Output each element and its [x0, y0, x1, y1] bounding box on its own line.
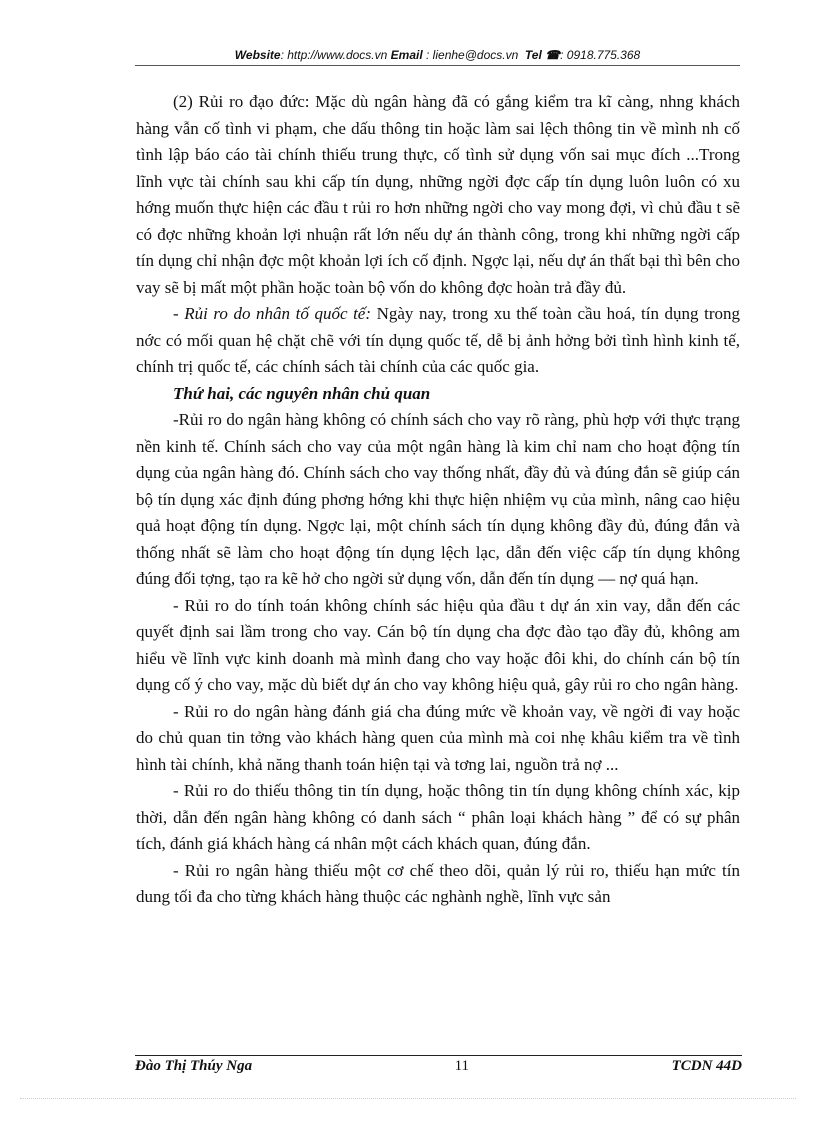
page-body [136, 89, 740, 911]
email-label: Email [390, 48, 423, 62]
section-heading: Thứ hai, các nguyên nhân chủ quan [173, 383, 431, 403]
paragraph-risk-monitoring: - Rủi ro ngân hàng thiếu một cơ chế theo dõi, quản lý rủi ro, thiếu hạn mức tín dung tối đa cho từng khách hàng thuộc các nghành nghề, lĩnh vực sản [136, 860, 740, 906]
email-value: : lienhe@docs.vn [426, 48, 519, 62]
paragraph-loan-assessment: - Rủi ro do ngân hàng đánh giá cha đúng mức về khoản vay, về ngời đi vay hoặc do chủ quan tin tởng vào khách hàng quen của mình mà coi nhẹ khâu kiểm tra về tình hình tài chính, khả năng thanh toán hiện tại và tơng lai, nguồn trả nợ ... [136, 701, 740, 774]
footer-author: Đào Thị Thúy Nga [135, 1058, 253, 1074]
website-label: Website [234, 48, 281, 62]
footer-divider [135, 1055, 742, 1056]
phone-icon: ☎ [545, 48, 561, 62]
international-risk-text: Ngày nay, trong xu thế toàn cầu hoá, tín dụng trong nớc có mối quan hệ chặt chẽ với tín dụng quốc tế, dễ bị ảnh hởng bởi tình hình kinh tế, chính trị quốc tế, các chính sách tài chính của các quốc gia. [136, 304, 741, 376]
tel-label: Tel [524, 48, 542, 62]
paragraph-credit-policy: -Rủi ro do ngân hàng không có chính sách cho vay rõ ràng, phù hợp với thực trạng nền kinh tế. Chính sách cho vay của một ngân hàng là kim chỉ nam cho hoạt động tín dụng của ngân hàng đó. Chính sách cho vay thống nhất, đầy đủ và đúng đắn sẽ giúp cán bộ tín dụng xác định đúng phơng hớng khi thực hiện nhiệm vụ của mình, nâng cao hiệu quả hoạt động tín dụng. Ngợc lại, một chính sách tín dụng không đầy đủ, đúng đắn và thống nhất sẽ làm cho hoạt động tín dụng lệch lạc, dẫn đến việc cấp tín dụng không đúng đối tợng, tạo ra kẽ hở cho ngời sử dụng vốn, dẫn đến tín dụng — nợ quá hạn. [136, 410, 740, 588]
website-value: : http://www.docs.vn [280, 48, 388, 62]
footer-page-number: 11 [454, 1058, 470, 1074]
footer-class-code: TCDN 44D [671, 1058, 742, 1074]
paragraph-international-risk [136, 301, 740, 381]
page-footer [135, 1058, 742, 1075]
tel-value: : 0918.775.368 [560, 48, 641, 62]
paragraph-moral-risk: (2) Rủi ro đạo đức: Mặc dù ngân hàng đã có gắng kiểm tra kĩ càng, nhng khách hàng vẫn cố tình vi phạm, che dấu thông tin hoặc làm sai lệch thông tin về mình nh cố tình lập báo cáo tài chính thiếu trung thực, cố tình sử dụng vốn sai mục đích ...Trong lĩnh vực tài chính sau khi cấp tín dụng, những ngời đợc cấp tín dụng luôn luôn có xu hớng muốn thực hiện các đầu t rủi ro hơn những ngời cho vay mong đợi, vì chủ đầu t sẽ có đợc những khoản lợi nhuận rất lớn nếu dự án thành công, trong khi những ngời cấp tín dụng chỉ nhận đợc một khoản lợi ích cố định. Ngợc lại, nếu dự án thất bại thì bên cho vay sẽ bị mất một phần hoặc toàn bộ vốn do không đợc hoàn trả đầy đủ. [136, 92, 740, 297]
paragraph-credit-info: - Rủi ro do thiếu thông tin tín dụng, hoặc thông tin tín dụng không chính xác, kịp thời, dẫn đến ngân hàng không có danh sách “ phân loại khách hàng ” để có sự phân tích, đánh giá khách hàng cá nhân một cách khách quan, đúng đắn. [136, 781, 740, 853]
paragraph-investment-calc: - Rủi ro do tính toán không chính sác hiệu qủa đầu t dự án xin vay, dẫn đến các quyết định sai lầm trong cho vay. Cán bộ tín dụng cha đợc đào tạo đầy đủ, không am hiểu về lĩnh vực kinh doanh mà mình đang cho vay hoặc đôi khi, do chính cán bộ tín dụng cố ý cho vay, mặc dù biết dự án cho vay không hiệu quả, gây rủi ro cho ngân hàng. [136, 595, 740, 694]
page-bottom-border [20, 1098, 796, 1099]
page-header [135, 48, 740, 66]
international-risk-lead: - Rủi ro do nhân tố quốc tế: [173, 304, 371, 323]
